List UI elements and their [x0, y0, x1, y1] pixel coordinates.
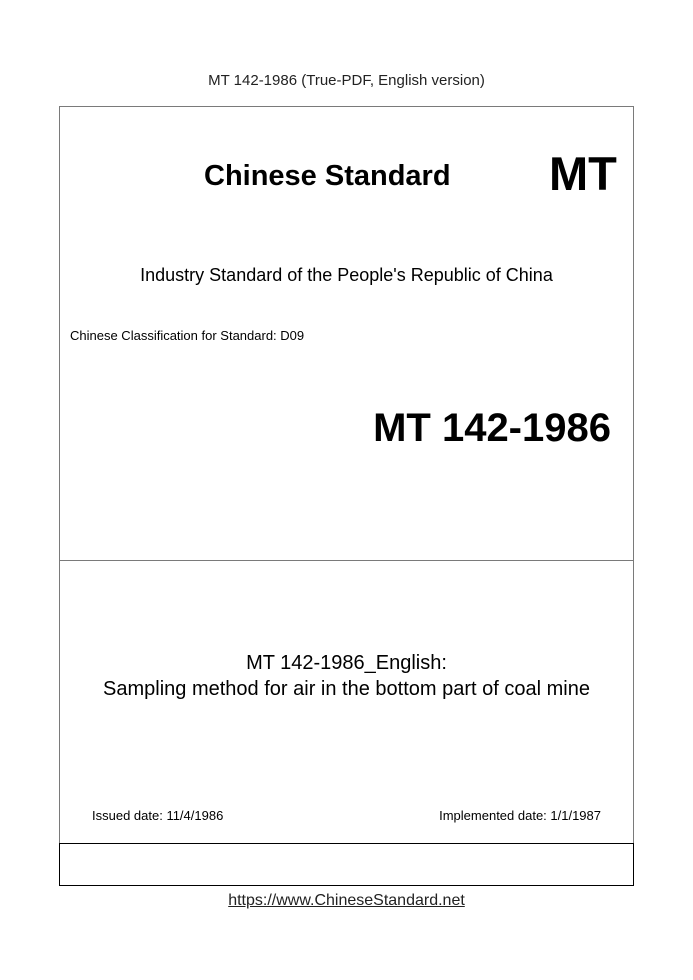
classification-line: Chinese Classification for Standard: D09: [70, 328, 305, 343]
section-divider: [59, 560, 634, 561]
top-caption: MT 142-1986 (True-PDF, English version): [208, 72, 485, 89]
cover-heading: Chinese Standard: [204, 160, 451, 192]
footer-link[interactable]: https://www.ChineseStandard.net: [228, 892, 465, 909]
standard-code: MT: [549, 147, 617, 200]
industry-line: Industry Standard of the People's Republic of China: [140, 265, 553, 285]
document-title-line-1: MT 142-1986_English:: [246, 652, 447, 674]
bottom-empty-box: [59, 843, 634, 886]
implemented-date: Implemented date: 1/1/1987: [439, 808, 601, 823]
document-title-line-2: Sampling method for air in the bottom part of coal mine: [103, 678, 590, 700]
issued-date: Issued date: 11/4/1986: [92, 808, 224, 823]
standard-number: MT 142-1986: [373, 406, 611, 450]
cover-frame: [59, 106, 634, 886]
